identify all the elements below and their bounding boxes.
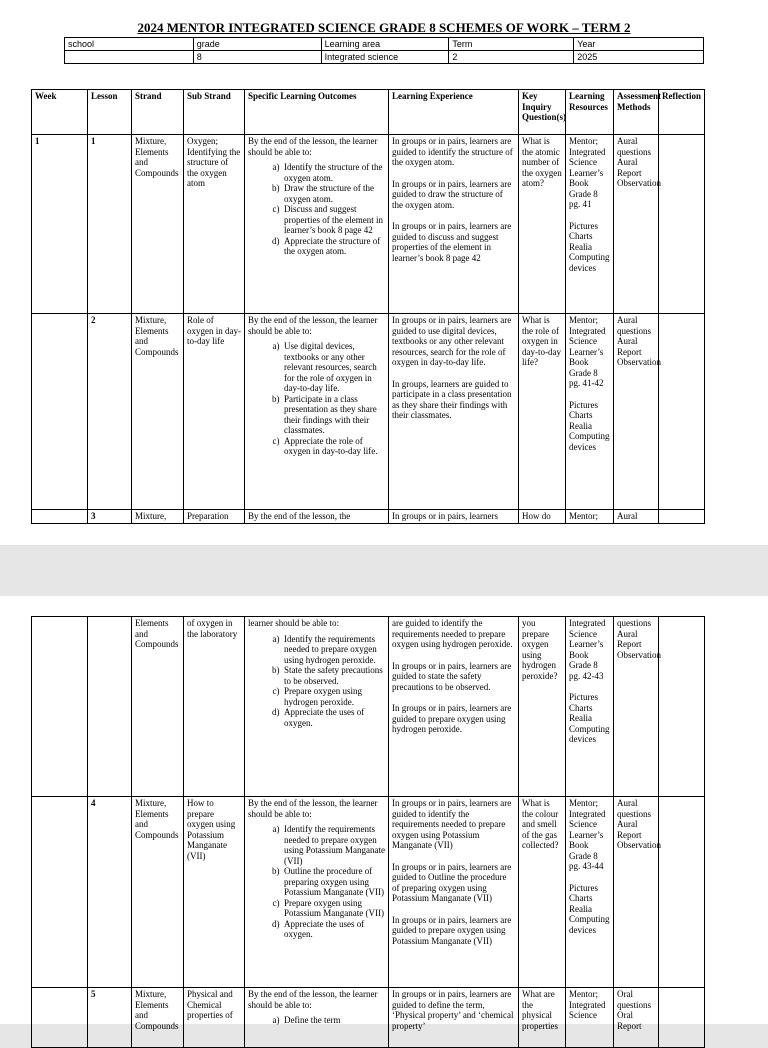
experience-item: In groups or in pairs, learners are guided to Outline the procedure of preparing oxygen using Potassium Manganate (VII) xyxy=(392,861,512,903)
cell-strand: Mixture, Elements and Compounds xyxy=(132,988,184,1048)
col-outcomes: Specific Learning Outcomes xyxy=(245,90,389,135)
cell-lesson: 2 xyxy=(88,314,132,510)
cell-week xyxy=(32,617,88,797)
cell-resources xyxy=(566,797,614,988)
cell-outcomes: By the end of the lesson, the xyxy=(245,510,389,524)
cell-assessment: Aural questions Aural Report Observation xyxy=(614,797,659,988)
cell-sub-strand: of oxygen in the laboratory xyxy=(184,617,245,797)
col-experience: Learning Experience xyxy=(389,90,519,135)
page-2 xyxy=(0,596,768,1031)
experience-item: In groups or in pairs, learners are guided to identify the requirements needed to prepare oxygen using Potassium Manganate (VII) xyxy=(392,798,512,850)
outcome-item: a. Identify the structure of the oxygen atom. xyxy=(284,162,385,183)
info-header-year: Year xyxy=(574,38,704,51)
cell-lesson xyxy=(88,617,132,797)
resource-item: Mentor; Integrated Science Learner’s Book Grade 8 pg. 41 xyxy=(569,136,606,209)
outcomes-intro: By the end of the lesson, the learner should be able to: xyxy=(248,989,378,1010)
col-resources: Learning Resources xyxy=(566,90,614,135)
cell-question: What are the physical properties xyxy=(519,988,566,1048)
cell-sub-strand: Oxygen; Identifying the structure of the oxygen atom xyxy=(184,135,245,314)
cell-strand: Mixture, Elements and Compounds xyxy=(132,135,184,314)
cell-experience xyxy=(389,135,519,314)
cell-reflection xyxy=(659,135,705,314)
experience-item: In groups or in pairs, learners are guided to state the safety precautions to be observed. xyxy=(392,660,512,692)
col-week: Week xyxy=(32,90,88,135)
experience-item: In groups or in pairs, learners are guided to prepare oxygen using Potassium Manganate (VII) xyxy=(392,914,512,946)
cell-experience xyxy=(389,314,519,510)
cell-outcomes xyxy=(245,797,389,988)
experience-item: In groups or in pairs, learners are guided to prepare oxygen using hydrogen peroxide. xyxy=(392,703,512,734)
outcome-item: d. Appreciate the uses of oxygen. xyxy=(284,707,385,728)
cell-reflection xyxy=(659,988,705,1048)
cell-question: you prepare oxygen using hydrogen peroxide? xyxy=(519,617,566,797)
col-sub-strand: Sub Strand xyxy=(184,90,245,135)
outcome-item: c. Prepare oxygen using hydrogen peroxide. xyxy=(284,686,385,707)
cell-experience xyxy=(389,988,519,1048)
col-strand: Strand xyxy=(132,90,184,135)
cell-assessment: Aural xyxy=(614,510,659,524)
experience-item: In groups or in pairs, learners are guided to use digital devices, textbooks or any other relevant resources, search for the role of oxygen in day-to-day life. xyxy=(392,315,512,367)
cell-week xyxy=(32,988,88,1048)
cell-week xyxy=(32,314,88,510)
cell-reflection xyxy=(659,797,705,988)
info-value-school xyxy=(65,51,194,64)
resource-item: Pictures Charts Realia Computing devices xyxy=(569,399,610,452)
cell-experience: In groups or in pairs, learners xyxy=(389,510,519,524)
cell-strand: Mixture, Elements and Compounds xyxy=(132,797,184,988)
cell-strand: Mixture, Elements and Compounds xyxy=(132,314,184,510)
cell-resources xyxy=(566,135,614,314)
cell-sub-strand: Role of oxygen in day-to-day life xyxy=(184,314,245,510)
experience-item: In groups or in pairs, learners are guided to identify the structure of the oxygen atom. xyxy=(392,136,513,167)
cell-experience xyxy=(389,617,519,797)
experience-item: are guided to identify the requirements needed to prepare oxygen using hydrogen peroxide. xyxy=(392,618,513,649)
cell-outcomes xyxy=(245,617,389,797)
experience-item: In groups or in pairs, learners are guided to discuss and suggest properties of the element in learner’s book 8 page 42 xyxy=(392,221,512,263)
cell-assessment: Aural questions Aural Report Observation xyxy=(614,314,659,510)
outcome-item: b. Participate in a class presentation as they share their findings with their classmates. xyxy=(284,394,385,436)
outcome-item: b. State the safety precautions to be observed. xyxy=(284,665,385,686)
info-value-learning-area: Integrated science xyxy=(321,51,449,64)
info-header-school: school xyxy=(65,38,194,51)
experience-item: In groups, learners are guided to participate in a class presentation as they share their findings with their classmates. xyxy=(392,378,512,420)
col-question: Key Inquiry Question(s) xyxy=(519,90,566,135)
outcome-item: c. Prepare oxygen using Potassium Manganate (VII) xyxy=(284,898,385,919)
col-assessment: Assessment Methods xyxy=(614,90,659,135)
resource-item: Pictures Charts Realia Computing devices xyxy=(569,692,610,744)
cell-resources xyxy=(566,988,614,1048)
col-lesson: Lesson xyxy=(88,90,132,135)
cell-week xyxy=(32,797,88,988)
cell-question: What is the colour and smell of the gas collected? xyxy=(519,797,566,988)
info-header-learning-area: Learning area xyxy=(321,38,449,51)
info-header-grade: grade xyxy=(193,38,321,51)
cell-experience xyxy=(389,797,519,988)
outcome-item: a. Define the term xyxy=(284,1015,385,1026)
cell-lesson: 5 xyxy=(88,988,132,1048)
resource-item: Mentor; Integrated Science xyxy=(569,989,606,1020)
cell-strand: Elements and Compounds xyxy=(132,617,184,797)
info-header-term: Term xyxy=(449,38,574,51)
experience-item: In groups or in pairs, learners are guided to define the term, ‘Physical property’ and ‘chemical property’ xyxy=(392,989,514,1031)
info-table xyxy=(64,37,704,64)
cell-assessment: Aural questions Aural Report Observation xyxy=(614,135,659,314)
cell-question: What is the role of oxygen in day-to-day life? xyxy=(519,314,566,510)
table-row xyxy=(32,617,705,797)
document-title: 2024 MENTOR INTEGRATED SCIENCE GRADE 8 SCHEMES OF WORK – TERM 2 xyxy=(137,20,631,35)
table-row xyxy=(32,135,705,314)
outcome-item: b. Draw the structure of the oxygen atom. xyxy=(284,183,385,204)
table-row xyxy=(32,797,705,988)
resource-item: Pictures Charts Realia Computing devices xyxy=(569,882,610,935)
scheme-table-page-1 xyxy=(31,89,705,524)
cell-question: How do xyxy=(519,510,566,524)
scheme-table-page-2 xyxy=(31,616,705,1048)
resource-item: Mentor; Integrated Science Learner’s Book Grade 8 pg. 41-42 xyxy=(569,315,606,388)
table-row xyxy=(32,510,705,524)
outcome-item: c. Appreciate the role of oxygen in day-to-day life. xyxy=(284,436,385,457)
cell-assessment: Oral questions Oral Report xyxy=(614,988,659,1048)
outcome-item: a. Use digital devices, textbooks or any other relevant resources, search for the role of oxygen in day-to-day life. xyxy=(284,341,385,394)
cell-lesson: 3 xyxy=(88,510,132,524)
outcomes-intro: By the end of the lesson, the learner should be able to: xyxy=(248,136,378,157)
cell-outcomes xyxy=(245,314,389,510)
outcome-item: a. Identify the requirements needed to prepare oxygen using hydrogen peroxide. xyxy=(284,634,385,666)
cell-assessment: questions Aural Report Observation xyxy=(614,617,659,797)
resource-item: Integrated Science Learner’s Book Grade 8 pg. 42-43 xyxy=(569,618,606,681)
cell-reflection xyxy=(659,510,705,524)
info-value-year: 2025 xyxy=(574,51,704,64)
cell-strand: Mixture, xyxy=(132,510,184,524)
cell-resources: Mentor; xyxy=(566,510,614,524)
outcome-item: d. Appreciate the uses of oxygen. xyxy=(284,919,385,940)
cell-outcomes xyxy=(245,135,389,314)
resource-item: Mentor; Integrated Science Learner’s Book Grade 8 pg. 43-44 xyxy=(569,798,606,871)
outcome-item: a. Identify the requirements needed to prepare oxygen using Potassium Manganate (VII) xyxy=(284,824,385,866)
col-reflection: Reflection xyxy=(659,90,705,135)
table-row xyxy=(32,988,705,1048)
cell-resources xyxy=(566,314,614,510)
cell-sub-strand: How to prepare oxygen using Potassium Manganate (VII) xyxy=(184,797,245,988)
cell-sub-strand: Preparation xyxy=(184,510,245,524)
resource-item: Pictures Charts Realia Computing devices xyxy=(569,220,610,273)
outcomes-intro: learner should be able to: xyxy=(248,618,339,628)
cell-question: What is the atomic number of the oxygen atom? xyxy=(519,135,566,314)
experience-item: In groups or in pairs, learners are guided to draw the structure of the oxygen atom. xyxy=(392,178,512,210)
info-value-term: 2 xyxy=(449,51,574,64)
cell-reflection xyxy=(659,314,705,510)
cell-sub-strand: Physical and Chemical properties of xyxy=(184,988,245,1048)
cell-outcomes xyxy=(245,988,389,1048)
cell-resources xyxy=(566,617,614,797)
outcome-item: b. Outline the procedure of preparing oxygen using Potassium Manganate (VII) xyxy=(284,866,385,898)
info-value-grade: 8 xyxy=(193,51,321,64)
cell-lesson: 1 xyxy=(88,135,132,314)
cell-week: 1 xyxy=(32,135,88,314)
outcome-item: c. Discuss and suggest properties of the element in learner’s book 8 page 42 xyxy=(284,204,385,236)
cell-week xyxy=(32,510,88,524)
outcome-item: d. Appreciate the structure of the oxygen atom. xyxy=(284,236,385,257)
cell-lesson: 4 xyxy=(88,797,132,988)
cell-reflection xyxy=(659,617,705,797)
outcomes-intro: By the end of the lesson, the learner should be able to: xyxy=(248,315,378,336)
table-row xyxy=(32,314,705,510)
outcomes-intro: By the end of the lesson, the learner should be able to: xyxy=(248,798,378,819)
